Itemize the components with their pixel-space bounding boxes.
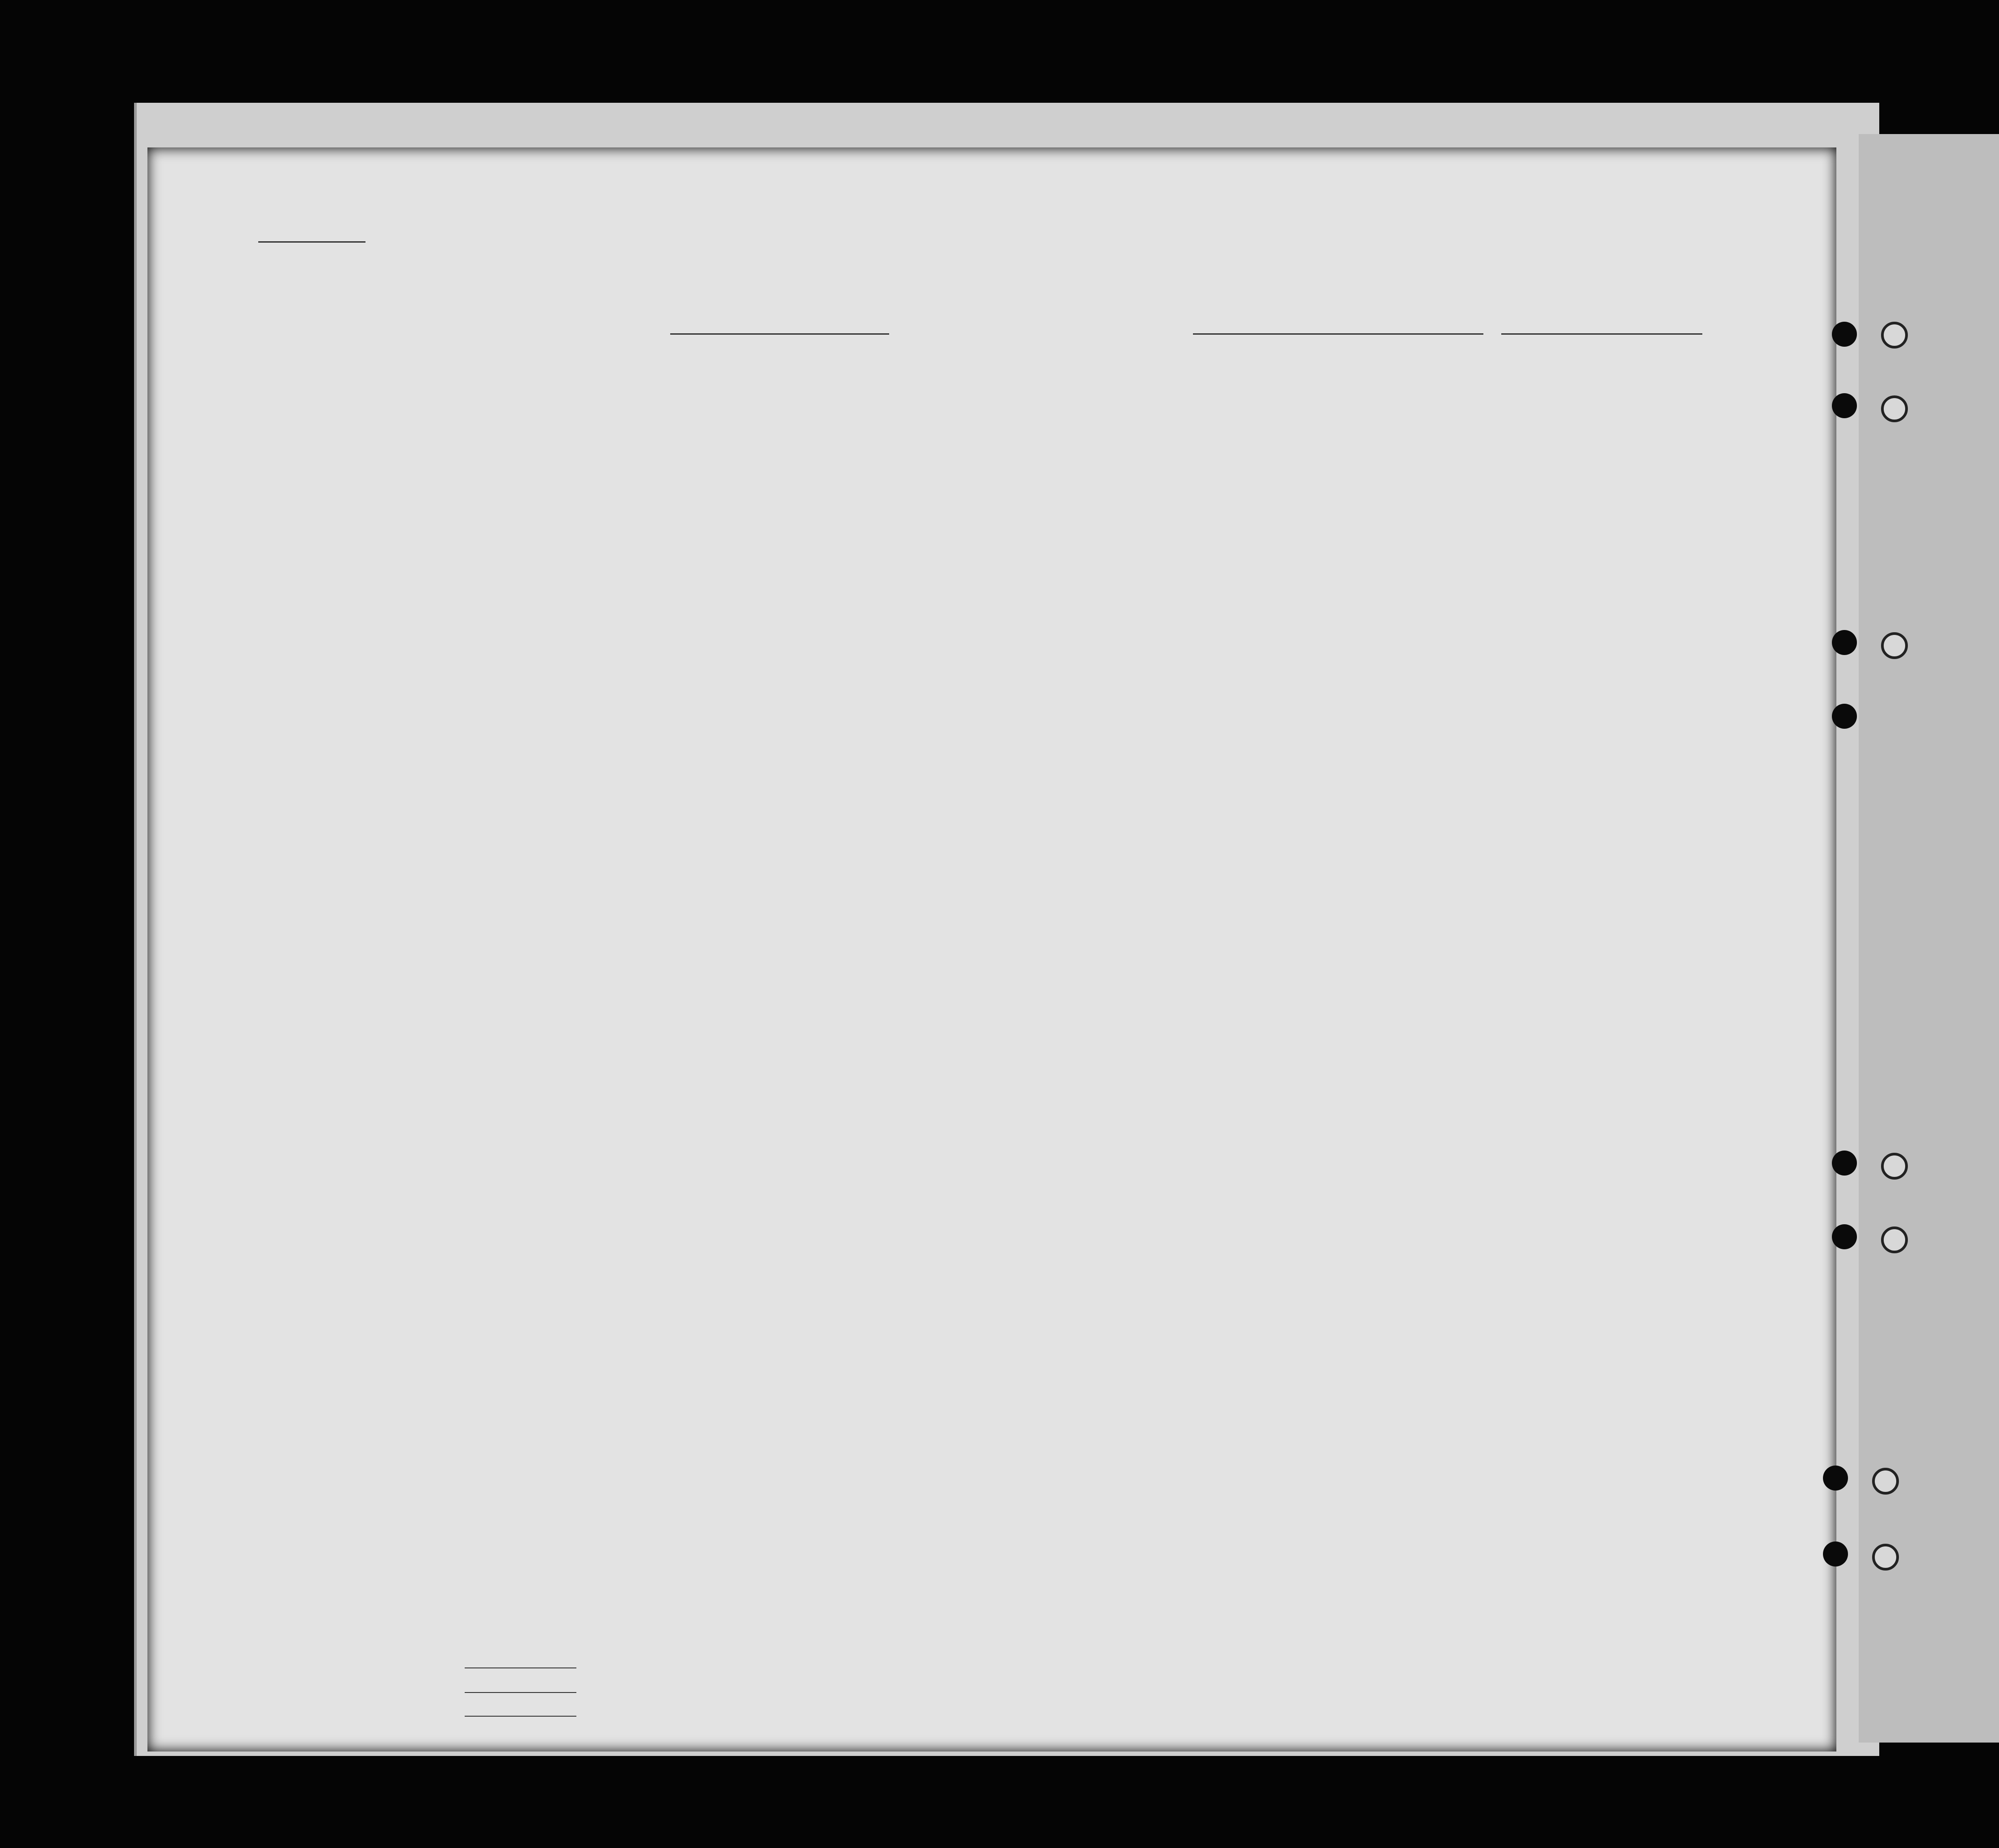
aliens-line bbox=[465, 1716, 576, 1717]
total-line bbox=[465, 1667, 576, 1668]
citizens-line bbox=[465, 1692, 576, 1693]
